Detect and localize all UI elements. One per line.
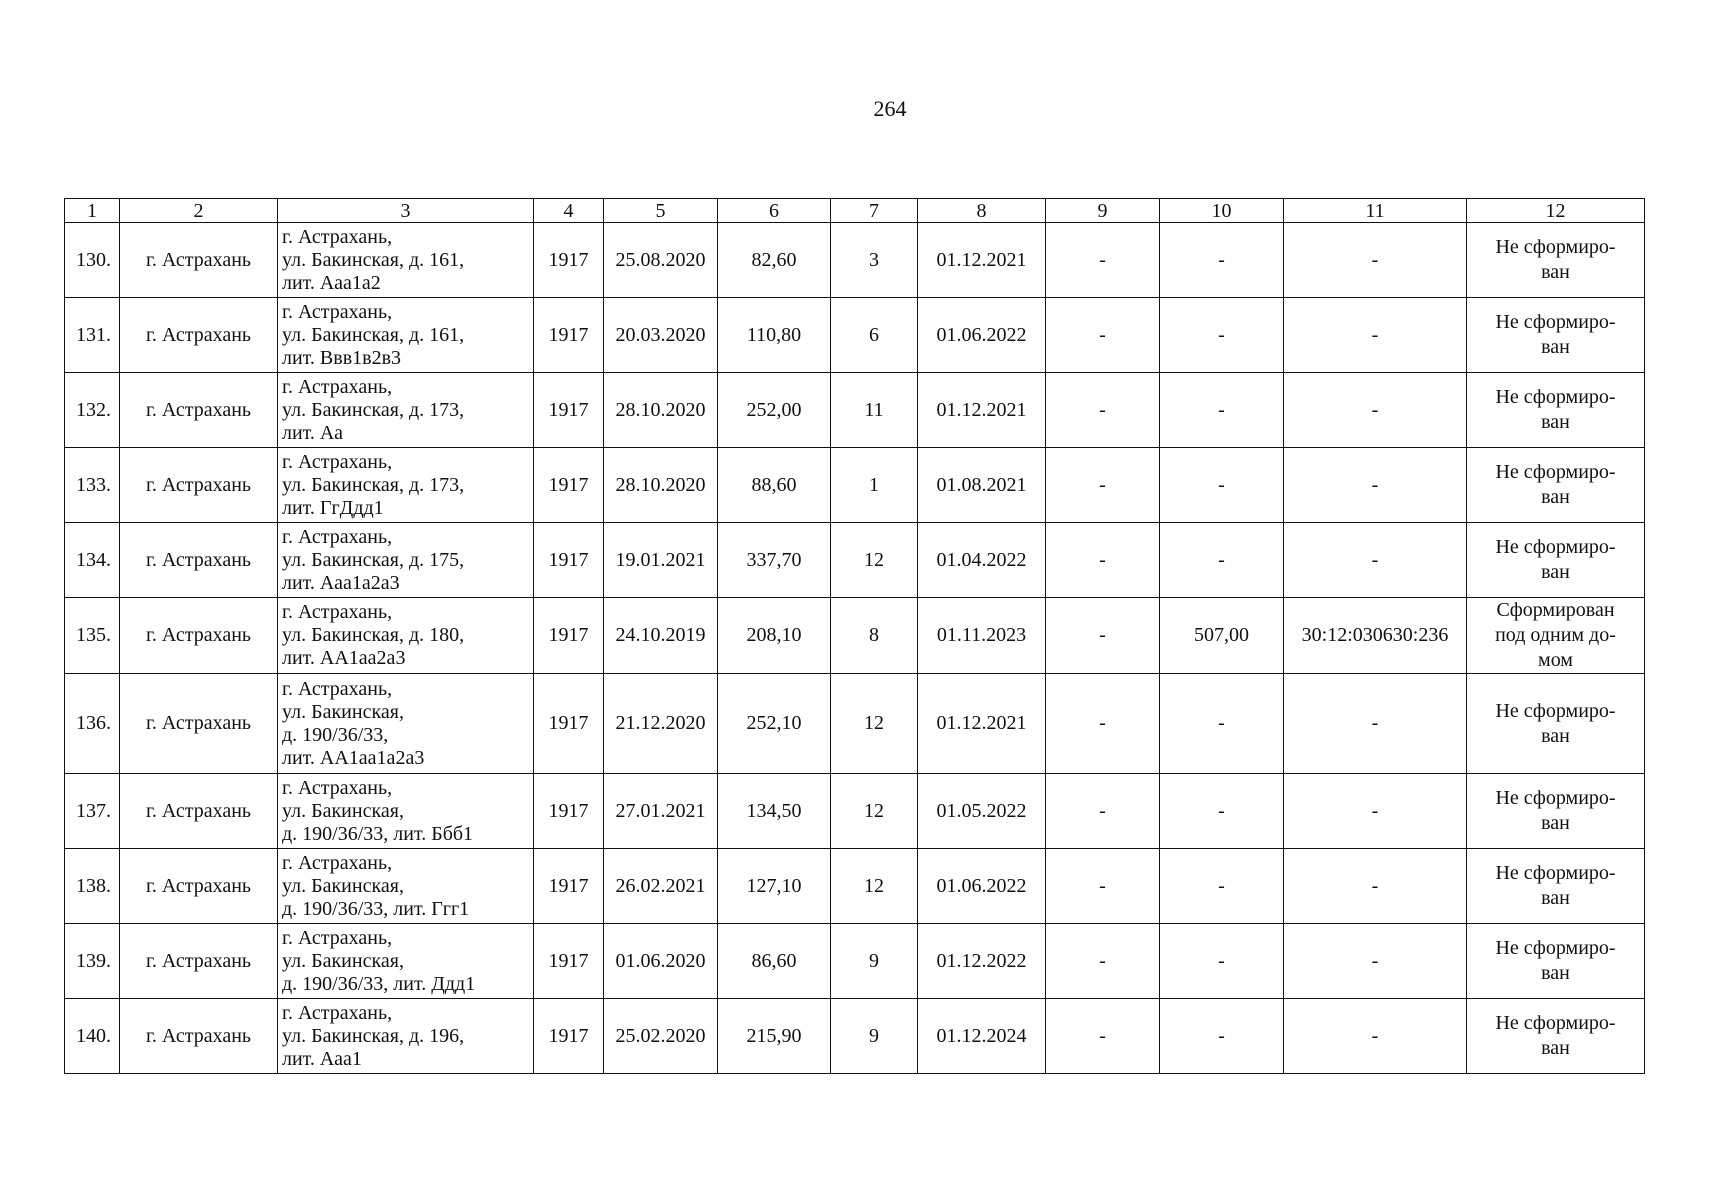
address-line: г. Астрахань,	[282, 601, 393, 623]
status-line: Не сформиро-	[1495, 937, 1616, 959]
column-header: 8	[918, 199, 1046, 223]
column-header: 10	[1160, 199, 1284, 223]
table-row	[65, 298, 1645, 373]
status-line: Не сформиро-	[1495, 787, 1616, 809]
year-cell: 1917	[534, 999, 604, 1074]
column-9-cell: -	[1046, 924, 1160, 999]
city-cell: г. Астрахань	[120, 999, 278, 1074]
status-cell	[1467, 674, 1645, 774]
address-line: лит. АА1аа2а3	[282, 647, 406, 669]
address-line: ул. Бакинская,	[282, 949, 404, 972]
column-9-cell: -	[1046, 849, 1160, 924]
column-number-row	[65, 199, 1645, 223]
status-cell	[1467, 523, 1645, 598]
city-cell: г. Астрахань	[120, 674, 278, 774]
cadastral-number-cell: -	[1284, 924, 1467, 999]
address-cell	[278, 373, 534, 448]
count-cell: 12	[831, 849, 918, 924]
address-line: ул. Бакинская, д. 173,	[282, 398, 465, 421]
status-line: Не сформиро-	[1495, 1012, 1616, 1034]
status-line: под одним до-	[1495, 624, 1616, 646]
cadastral-number-cell: -	[1284, 849, 1467, 924]
column-9-cell: -	[1046, 298, 1160, 373]
row-number: 135.	[65, 598, 120, 674]
page-number: 264	[873, 96, 907, 121]
address-cell	[278, 849, 534, 924]
status-line: Не сформиро-	[1495, 236, 1616, 258]
count-cell: 8	[831, 598, 918, 674]
column-9-cell: -	[1046, 223, 1160, 298]
cadastral-number-cell: -	[1284, 523, 1467, 598]
year-cell: 1917	[534, 674, 604, 774]
status-cell	[1467, 598, 1645, 674]
address-cell	[278, 674, 534, 774]
status-cell	[1467, 223, 1645, 298]
row-number: 131.	[65, 298, 120, 373]
land-area-cell: -	[1160, 674, 1284, 774]
column-header: 9	[1046, 199, 1160, 223]
count-cell: 12	[831, 523, 918, 598]
row-number: 137.	[65, 774, 120, 849]
count-cell: 1	[831, 448, 918, 523]
address-cell	[278, 999, 534, 1074]
column-9-cell: -	[1046, 774, 1160, 849]
year-cell: 1917	[534, 598, 604, 674]
count-cell: 12	[831, 674, 918, 774]
column-header: 5	[604, 199, 718, 223]
address-line: г. Астрахань,	[282, 450, 393, 473]
cadastral-number-cell: -	[1284, 448, 1467, 523]
address-line: ул. Бакинская, д. 161,	[282, 248, 465, 271]
status-cell	[1467, 924, 1645, 999]
year-cell: 1917	[534, 373, 604, 448]
status-line: ван	[1541, 411, 1570, 433]
city-cell: г. Астрахань	[120, 598, 278, 674]
row-number: 130.	[65, 223, 120, 298]
city-cell: г. Астрахань	[120, 373, 278, 448]
address-line: г. Астрахань,	[282, 851, 393, 874]
city-cell: г. Астрахань	[120, 223, 278, 298]
count-cell: 9	[831, 999, 918, 1074]
deadline-cell: 01.06.2022	[918, 298, 1046, 373]
land-area-cell: -	[1160, 373, 1284, 448]
land-area-cell: -	[1160, 849, 1284, 924]
column-9-cell: -	[1046, 373, 1160, 448]
date-cell: 20.03.2020	[604, 298, 718, 373]
address-line: г. Астрахань,	[282, 375, 393, 398]
column-header: 3	[278, 199, 534, 223]
status-line: ван	[1541, 486, 1570, 508]
date-cell: 21.12.2020	[604, 674, 718, 774]
column-header: 1	[65, 199, 120, 223]
address-line: лит. ГгДдд1	[282, 496, 384, 519]
cadastral-number-cell: -	[1284, 674, 1467, 774]
address-line: г. Астрахань,	[282, 677, 393, 700]
land-area-cell: -	[1160, 999, 1284, 1074]
address-line: лит. Ааа1	[282, 1047, 362, 1070]
status-cell	[1467, 849, 1645, 924]
cadastral-number-cell: -	[1284, 774, 1467, 849]
date-cell: 28.10.2020	[604, 448, 718, 523]
table-row	[65, 774, 1645, 849]
date-cell: 24.10.2019	[604, 598, 718, 674]
status-line: ван	[1541, 336, 1570, 358]
date-cell: 25.02.2020	[604, 999, 718, 1074]
address-cell	[278, 223, 534, 298]
status-line: Не сформиро-	[1495, 862, 1616, 884]
cadastral-number-cell: 30:12:030630:236	[1284, 598, 1467, 674]
status-cell	[1467, 999, 1645, 1074]
table-row	[65, 223, 1645, 298]
address-line: ул. Бакинская, д. 173,	[282, 473, 465, 496]
address-cell	[278, 523, 534, 598]
status-line: Не сформиро-	[1495, 311, 1616, 333]
address-cell	[278, 924, 534, 999]
year-cell: 1917	[534, 298, 604, 373]
deadline-cell: 01.12.2021	[918, 674, 1046, 774]
city-cell: г. Астрахань	[120, 298, 278, 373]
status-line: Не сформиро-	[1495, 699, 1616, 722]
land-area-cell: -	[1160, 223, 1284, 298]
address-cell	[278, 448, 534, 523]
address-line: ул. Бакинская, д. 175,	[282, 548, 465, 571]
column-header: 6	[718, 199, 831, 223]
cadastral-number-cell: -	[1284, 298, 1467, 373]
area-cell: 82,60	[718, 223, 831, 298]
table-row	[65, 523, 1645, 598]
column-header: 4	[534, 199, 604, 223]
area-cell: 127,10	[718, 849, 831, 924]
status-cell	[1467, 448, 1645, 523]
row-number: 138.	[65, 849, 120, 924]
status-cell	[1467, 373, 1645, 448]
status-line: Не сформиро-	[1495, 536, 1616, 558]
area-cell: 134,50	[718, 774, 831, 849]
status-line: ван	[1541, 887, 1570, 909]
status-line: ван	[1541, 1037, 1570, 1059]
status-line: ван	[1541, 962, 1570, 984]
address-line: лит. Аа	[282, 421, 343, 444]
land-area-cell: -	[1160, 448, 1284, 523]
year-cell: 1917	[534, 448, 604, 523]
table-row	[65, 598, 1645, 674]
table-body	[65, 223, 1645, 1074]
year-cell: 1917	[534, 849, 604, 924]
area-cell: 110,80	[718, 298, 831, 373]
count-cell: 11	[831, 373, 918, 448]
row-number: 132.	[65, 373, 120, 448]
address-line: ул. Бакинская,	[282, 799, 404, 822]
date-cell: 01.06.2020	[604, 924, 718, 999]
deadline-cell: 01.12.2022	[918, 924, 1046, 999]
date-cell: 25.08.2020	[604, 223, 718, 298]
address-cell	[278, 598, 534, 674]
row-number: 140.	[65, 999, 120, 1074]
address-line: д. 190/36/33, лит. Ббб1	[282, 822, 474, 845]
address-line: лит. Ввв1в2в3	[282, 346, 402, 369]
city-cell: г. Астрахань	[120, 523, 278, 598]
count-cell: 6	[831, 298, 918, 373]
year-cell: 1917	[534, 924, 604, 999]
row-number: 139.	[65, 924, 120, 999]
deadline-cell: 01.12.2024	[918, 999, 1046, 1074]
deadline-cell: 01.04.2022	[918, 523, 1046, 598]
city-cell: г. Астрахань	[120, 448, 278, 523]
column-9-cell: -	[1046, 999, 1160, 1074]
housing-registry-table	[64, 198, 1645, 1074]
table-row	[65, 373, 1645, 448]
table-header	[65, 199, 1645, 223]
date-cell: 19.01.2021	[604, 523, 718, 598]
address-line: г. Астрахань,	[282, 525, 393, 548]
column-9-cell: -	[1046, 674, 1160, 774]
date-cell: 27.01.2021	[604, 774, 718, 849]
status-line: Не сформиро-	[1495, 461, 1616, 483]
table-row	[65, 999, 1645, 1074]
status-line: Сформирован	[1496, 599, 1615, 621]
deadline-cell: 01.12.2021	[918, 373, 1046, 448]
count-cell: 12	[831, 774, 918, 849]
status-line: ван	[1541, 812, 1570, 834]
land-area-cell: -	[1160, 924, 1284, 999]
land-area-cell: 507,00	[1160, 598, 1284, 674]
cadastral-number-cell: -	[1284, 223, 1467, 298]
area-cell: 86,60	[718, 924, 831, 999]
address-line: ул. Бакинская, д. 196,	[282, 1024, 465, 1047]
row-number: 134.	[65, 523, 120, 598]
row-number: 136.	[65, 674, 120, 774]
address-line: г. Астрахань,	[282, 926, 393, 949]
column-9-cell: -	[1046, 523, 1160, 598]
address-cell	[278, 298, 534, 373]
address-line: г. Астрахань,	[282, 300, 393, 323]
address-line: г. Астрахань,	[282, 1001, 393, 1024]
address-line: г. Астрахань,	[282, 776, 393, 799]
address-line: лит. АА1аа1а2а3	[282, 746, 425, 769]
year-cell: 1917	[534, 774, 604, 849]
address-cell	[278, 774, 534, 849]
status-line: ван	[1541, 724, 1570, 747]
address-line: лит. Ааа1а2	[282, 271, 381, 294]
table-row	[65, 674, 1645, 774]
table-row	[65, 448, 1645, 523]
address-line: ул. Бакинская,	[282, 700, 404, 723]
deadline-cell: 01.06.2022	[918, 849, 1046, 924]
city-cell: г. Астрахань	[120, 924, 278, 999]
address-line: ул. Бакинская, д. 180,	[282, 624, 465, 646]
count-cell: 3	[831, 223, 918, 298]
land-area-cell: -	[1160, 523, 1284, 598]
date-cell: 28.10.2020	[604, 373, 718, 448]
status-line: мом	[1538, 649, 1573, 671]
status-cell	[1467, 298, 1645, 373]
table-row	[65, 924, 1645, 999]
address-line: ул. Бакинская,	[282, 874, 404, 897]
cadastral-number-cell: -	[1284, 999, 1467, 1074]
column-header: 12	[1467, 199, 1645, 223]
city-cell: г. Астрахань	[120, 849, 278, 924]
area-cell: 88,60	[718, 448, 831, 523]
status-line: ван	[1541, 261, 1570, 283]
status-line: Не сформиро-	[1495, 386, 1616, 408]
column-header: 2	[120, 199, 278, 223]
area-cell: 215,90	[718, 999, 831, 1074]
land-area-cell: -	[1160, 298, 1284, 373]
row-number: 133.	[65, 448, 120, 523]
city-cell: г. Астрахань	[120, 774, 278, 849]
count-cell: 9	[831, 924, 918, 999]
column-9-cell: -	[1046, 448, 1160, 523]
year-cell: 1917	[534, 223, 604, 298]
address-line: д. 190/36/33, лит. Ггг1	[282, 897, 470, 920]
status-cell	[1467, 774, 1645, 849]
address-line: г. Астрахань,	[282, 225, 393, 248]
table-row	[65, 849, 1645, 924]
deadline-cell: 01.05.2022	[918, 774, 1046, 849]
deadline-cell: 01.11.2023	[918, 598, 1046, 674]
address-line: лит. Ааа1а2а3	[282, 571, 400, 594]
deadline-cell: 01.08.2021	[918, 448, 1046, 523]
area-cell: 208,10	[718, 598, 831, 674]
address-line: ул. Бакинская, д. 161,	[282, 323, 465, 346]
date-cell: 26.02.2021	[604, 849, 718, 924]
status-line: ван	[1541, 561, 1570, 583]
area-cell: 337,70	[718, 523, 831, 598]
cadastral-number-cell: -	[1284, 373, 1467, 448]
area-cell: 252,00	[718, 373, 831, 448]
column-header: 11	[1284, 199, 1467, 223]
land-area-cell: -	[1160, 774, 1284, 849]
year-cell: 1917	[534, 523, 604, 598]
column-header: 7	[831, 199, 918, 223]
deadline-cell: 01.12.2021	[918, 223, 1046, 298]
address-line: д. 190/36/33, лит. Ддд1	[282, 972, 476, 995]
address-line: д. 190/36/33,	[282, 723, 389, 746]
column-9-cell: -	[1046, 598, 1160, 674]
area-cell: 252,10	[718, 674, 831, 774]
